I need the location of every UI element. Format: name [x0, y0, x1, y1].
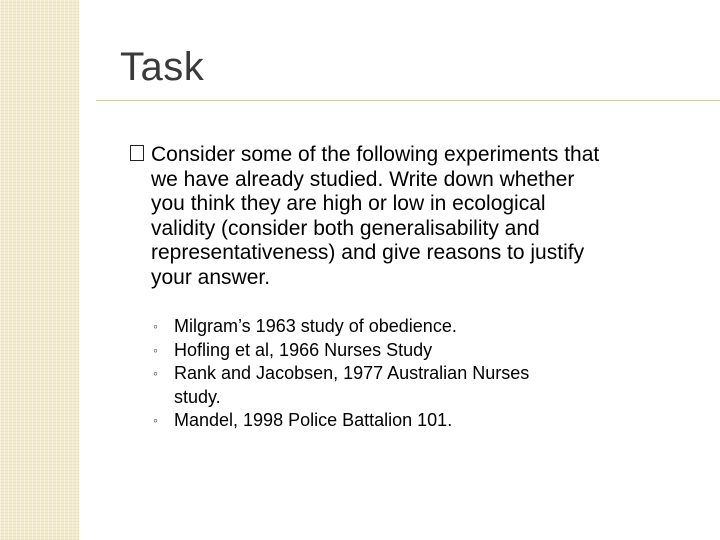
circle-bullet-icon: ◦ — [153, 341, 158, 358]
circle-bullet-icon: ◦ — [153, 318, 158, 334]
title-divider — [96, 100, 720, 101]
main-bullet-text: Consider some of the following experiments that we have already studied. Write down whether you think they are high or low in ecological validity (consider both generalisability and representativeness) and give reasons to justify your answer. — [151, 143, 600, 289]
list-item — [153, 339, 573, 363]
list-item — [153, 315, 573, 339]
circle-bullet-icon: ◦ — [153, 412, 158, 428]
main-bullet-point — [130, 143, 610, 290]
list-item-text: Hofling et al, 1966 Nurses Study — [174, 339, 433, 360]
list-item — [153, 362, 573, 409]
experiment-list — [153, 315, 573, 433]
circle-bullet-icon: ◦ — [153, 365, 158, 381]
decorative-side-strip — [0, 0, 79, 540]
list-item-text: Mandel, 1998 Police Battalion 101. — [174, 410, 453, 430]
list-item — [153, 409, 573, 433]
slide-title: Task — [120, 45, 205, 89]
list-item-text: Milgram’s 1963 study of obedience. — [174, 316, 457, 336]
list-item-text: Rank and Jacobsen, 1977 Australian Nurses study. — [174, 363, 530, 407]
square-bullet-icon — [130, 145, 144, 161]
